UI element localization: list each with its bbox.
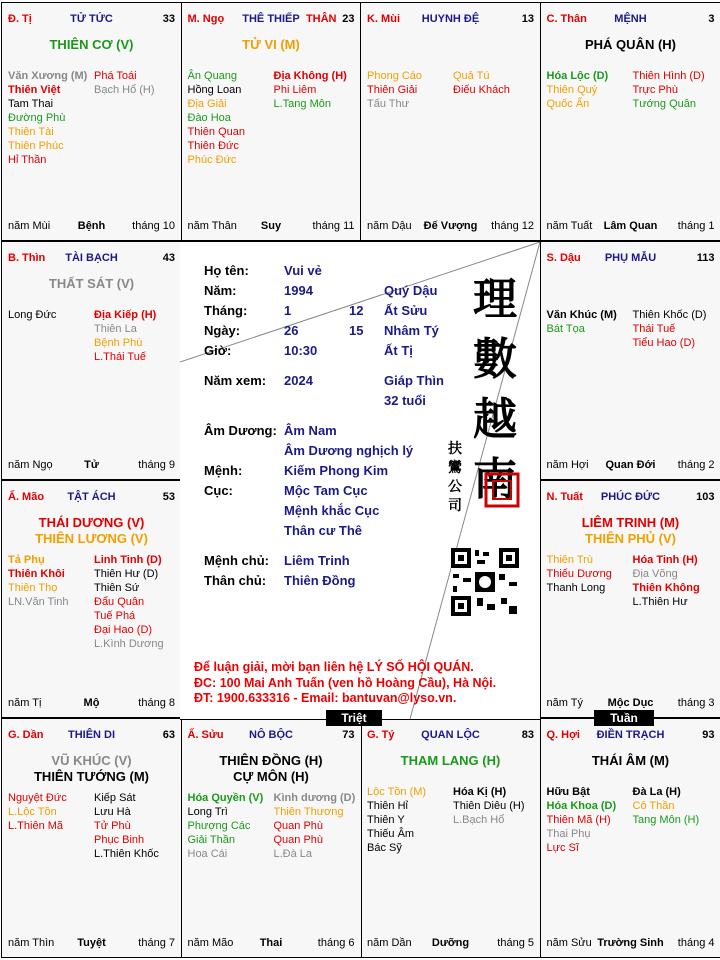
- stars-left: [367, 785, 426, 855]
- star: Tử Phù: [94, 820, 131, 832]
- palace-number: 13: [521, 13, 534, 25]
- main-star: THIÊN TƯỚNG (M): [33, 769, 150, 784]
- palace-number: 3: [708, 13, 715, 25]
- palace-year: năm Mão: [187, 937, 234, 949]
- palace-stage: Mộ: [83, 697, 100, 709]
- contact-line-3: ĐT: 1900.633316 - Email: bantuvan@lyso.vn.: [194, 691, 457, 705]
- palace-footer: [367, 220, 534, 234]
- star: Đẩu Quân: [94, 596, 145, 608]
- palace-number: 73: [342, 729, 355, 741]
- palace-stage: Thai: [259, 937, 283, 949]
- stars-right: [453, 785, 525, 827]
- main-stars: [541, 37, 720, 53]
- star: Giải Thần: [187, 834, 235, 846]
- star: Quả Tú: [453, 70, 490, 82]
- main-star: THIÊN PHỦ (V): [585, 531, 676, 546]
- palace-dau[interactable]: [540, 241, 720, 480]
- value-menhchu: Liêm Trinh: [284, 553, 350, 568]
- palace-name: PHÚC ĐỨC: [600, 491, 661, 503]
- star: Hóa Quyền (V): [187, 792, 264, 804]
- main-stars: [541, 753, 720, 769]
- palace-name: QUAN LỘC: [421, 729, 480, 741]
- palace-footer: [188, 220, 355, 234]
- palace-header: [188, 13, 355, 27]
- main-star: THÁI DƯƠNG (V): [38, 515, 145, 530]
- palace-branch: Ấ. Sửu: [187, 729, 224, 741]
- star: Thanh Long: [546, 582, 606, 594]
- star: Quan Phù: [273, 834, 324, 846]
- palace-footer: [8, 220, 175, 234]
- label-menh: Mệnh:: [204, 463, 243, 478]
- star: L.Lộc Tồn: [8, 806, 57, 818]
- star: Thiên La: [94, 323, 137, 335]
- palace-footer: [547, 220, 715, 234]
- palace-month: tháng 11: [312, 220, 355, 232]
- label-menhchu: Mệnh chủ:: [204, 553, 269, 568]
- star: Thiên Giải: [367, 84, 418, 96]
- star: Đường Phù: [8, 112, 66, 124]
- palace-stage: Trường Sinh: [597, 937, 664, 949]
- star: Hỉ Thần: [8, 154, 47, 166]
- palace-ngo[interactable]: [181, 2, 362, 241]
- palace-thin[interactable]: [1, 241, 182, 480]
- palace-month: tháng 7: [138, 937, 175, 949]
- main-stars: [2, 753, 181, 785]
- palace-year: năm Tý: [546, 697, 583, 709]
- palace-branch: M. Ngọ: [187, 13, 225, 25]
- palace-name: TẬT ÁCH: [67, 491, 116, 503]
- star: Thiên Quan: [187, 126, 245, 138]
- star: L.Thiên Hư: [632, 596, 688, 608]
- palace-month: tháng 12: [491, 220, 534, 232]
- star: Địa Kiếp (H): [94, 309, 157, 321]
- star: Tướng Quân: [632, 98, 696, 110]
- palace-footer: [188, 937, 355, 951]
- palace-name: ĐIỀN TRẠCH: [596, 729, 665, 741]
- palace-year: năm Hợi: [546, 459, 589, 471]
- palace-stage: Bệnh: [77, 220, 106, 232]
- star: Hóa Khoa (D): [546, 800, 617, 812]
- star: L.Thiên Mã: [8, 820, 64, 832]
- main-stars: [182, 37, 361, 53]
- star: Phục Binh: [94, 834, 145, 846]
- value-cuc3: Thân cư Thê: [284, 523, 363, 538]
- star: Hữu Bật: [546, 786, 590, 798]
- main-star: THẤT SÁT (V): [48, 276, 135, 291]
- palace-footer: [547, 937, 715, 951]
- stars-left: [188, 69, 245, 167]
- label-year: Năm:: [204, 283, 237, 298]
- stars-right: [94, 69, 155, 97]
- palace-year: năm Dậu: [367, 220, 412, 232]
- palace-branch: Q. Hợi: [546, 729, 580, 741]
- star: Ân Quang: [187, 70, 238, 82]
- palace-number: 23: [342, 13, 355, 25]
- palace-name: THIÊN DI: [67, 729, 116, 741]
- star: L.Thái Tuế: [94, 351, 146, 363]
- star: Kình dương (D): [273, 792, 356, 804]
- star: Địa Võng: [632, 568, 678, 580]
- palace-month: tháng 8: [138, 697, 175, 709]
- star: Thiên Thọ: [8, 582, 58, 594]
- palace-number: 103: [696, 491, 715, 503]
- palace-header: [188, 729, 355, 743]
- star: Tang Môn (H): [632, 814, 700, 826]
- palace-stage: Quan Đới: [605, 459, 656, 471]
- star: Hồng Loan: [187, 84, 242, 96]
- palace-branch: G. Dần: [8, 729, 44, 741]
- star: L.Kình Dương: [94, 638, 164, 650]
- palace-year: năm Tị: [8, 697, 42, 709]
- star: Thiếu Dương: [546, 568, 612, 580]
- star: Thiên Quý: [546, 84, 598, 96]
- star: Văn Xương (M): [8, 70, 88, 82]
- star: Thiên Hỉ: [367, 800, 408, 812]
- palace-footer: [547, 697, 715, 711]
- star: Văn Khúc (M): [546, 309, 617, 321]
- palace-mui[interactable]: [360, 2, 541, 241]
- star: Thiên Diêu (H): [453, 800, 525, 812]
- stars-left: [8, 308, 56, 322]
- main-stars: [541, 515, 720, 547]
- main-star: THÁI ÂM (M): [591, 753, 670, 768]
- value-year-can: Quý Dậu: [384, 283, 438, 298]
- star: Quốc Ấn: [546, 98, 590, 110]
- value-day-lunar: 15: [349, 323, 364, 338]
- palace-header: [8, 491, 175, 505]
- palace-month: tháng 5: [497, 937, 534, 949]
- stars-right: [633, 308, 707, 350]
- palace-branch: K. Mùi: [367, 13, 400, 25]
- label-name: Họ tên:: [204, 263, 249, 278]
- palace-header: [8, 252, 175, 266]
- stars-left: [8, 791, 67, 833]
- main-star: THIÊN LƯƠNG (V): [35, 531, 148, 546]
- main-stars: [2, 276, 181, 292]
- value-amduong: Âm Nam: [284, 423, 337, 438]
- star: L.Bạch Hổ: [453, 814, 505, 826]
- star: Thiếu Âm: [367, 828, 415, 840]
- palace-year: năm Thân: [187, 220, 237, 232]
- stars-right: [94, 308, 156, 364]
- palace-stage: Lâm Quan: [603, 220, 658, 232]
- palace-footer: [367, 937, 534, 951]
- star: Long Trì: [187, 806, 228, 818]
- value-hour-can: Ất Tị: [384, 343, 413, 358]
- palace-hoi[interactable]: [540, 718, 720, 958]
- stars-right: [274, 791, 356, 861]
- palace-number: 43: [162, 252, 175, 264]
- star: Quan Phù: [273, 820, 324, 832]
- palace-number: 113: [696, 252, 715, 264]
- palace-number: 63: [162, 729, 175, 741]
- main-star: THAM LANG (H): [400, 753, 501, 768]
- qr-code: [451, 548, 519, 616]
- palace-year: năm Dần: [367, 937, 412, 949]
- value-month: 1: [284, 303, 292, 318]
- star: Thiên Y: [367, 814, 405, 826]
- palace-name: THÊ THIẾP: [242, 13, 300, 25]
- palace-year: năm Thìn: [8, 937, 55, 949]
- star: Hóa Kị (H): [453, 786, 507, 798]
- palace-year: năm Tuất: [546, 220, 593, 232]
- star: Phá Toái: [94, 70, 137, 82]
- palace-number: 33: [162, 13, 175, 25]
- palace-header: [367, 13, 534, 27]
- palace-footer: [8, 697, 175, 711]
- main-stars: [182, 753, 361, 785]
- star: Trực Phù: [632, 84, 678, 96]
- main-star: VŨ KHÚC (V): [51, 753, 132, 768]
- palace-month: tháng 1: [677, 220, 715, 232]
- star: Tả Phụ: [8, 554, 45, 566]
- star: Thiên Hư (D): [94, 568, 159, 580]
- palace-stage: Suy: [260, 220, 282, 232]
- palace-name: MỆNH: [614, 13, 647, 25]
- star: Thiên Phúc: [8, 140, 64, 152]
- value-month-lunar: 12: [349, 303, 364, 318]
- palace-footer: [8, 459, 175, 473]
- palace-header: [547, 729, 715, 743]
- calligraphy-subtitle: 扶鸞公司: [448, 441, 462, 514]
- palace-month: tháng 2: [677, 459, 715, 471]
- tuan-tag: Tuần: [594, 710, 654, 726]
- star: Bệnh Phù: [94, 337, 143, 349]
- star: Thiên Tài: [8, 126, 54, 138]
- stars-left: [547, 308, 617, 336]
- label-day: Ngày:: [204, 323, 241, 338]
- star: Phượng Các: [187, 820, 251, 832]
- star: Hóa Tinh (H): [632, 554, 698, 566]
- star: Linh Tinh (D): [94, 554, 162, 566]
- palace-month: tháng 4: [677, 937, 715, 949]
- star: Thiên Trù: [546, 554, 593, 566]
- star: Địa Không (H): [273, 70, 347, 82]
- star: Lộc Tồn (M): [367, 786, 427, 798]
- stars-right: [453, 69, 510, 97]
- value-month-can: Ất Sửu: [384, 303, 428, 318]
- palace-year: năm Ngọ: [8, 459, 53, 471]
- star: Hoa Cái: [187, 848, 228, 860]
- palace-name: PHỤ MẪU: [604, 252, 657, 264]
- contact-line-2: ĐC: 100 Mai Anh Tuấn (ven hồ Hoàng Cầu), Hà Nội.: [194, 676, 497, 690]
- value-cuc: Mộc Tam Cục: [284, 483, 368, 498]
- stars-right: [633, 785, 700, 827]
- star: Thái Tuế: [632, 323, 676, 335]
- value-year: 1994: [284, 283, 313, 298]
- main-star: CỰ MÔN (H): [233, 769, 309, 784]
- palace-branch: S. Dậu: [546, 252, 581, 264]
- stars-left: [188, 791, 264, 861]
- palace-footer: [8, 937, 175, 951]
- main-star: PHÁ QUÂN (H): [585, 37, 676, 52]
- star: Lực Sĩ: [546, 842, 579, 854]
- star: Đại Hao (D): [94, 624, 153, 636]
- palace-name: NÔ BỘC: [249, 729, 293, 741]
- star: Điếu Khách: [453, 84, 510, 96]
- star: Đà La (H): [632, 786, 681, 798]
- palace-stage: Đế Vượng: [423, 220, 478, 232]
- palace-branch: B. Thìn: [8, 252, 46, 264]
- star: Thiên Việt: [8, 84, 61, 96]
- star: L.Tang Môn: [273, 98, 331, 110]
- palace-header: [547, 491, 715, 505]
- palace-year: năm Mùi: [8, 220, 51, 232]
- value-view-year: 2024: [284, 373, 313, 388]
- main-star: THIÊN CƠ (V): [49, 37, 134, 52]
- seal-stamp: [484, 472, 520, 508]
- label-cuc: Cục:: [204, 483, 233, 498]
- value-day-can: Nhâm Tý: [384, 323, 439, 338]
- stars-right: [94, 553, 164, 651]
- triet-tag: Triệt: [326, 710, 382, 726]
- palace-branch: Ấ. Mão: [8, 491, 45, 503]
- palace-branch: C. Thân: [546, 13, 587, 25]
- stars-left: [547, 785, 617, 855]
- star: Long Đức: [8, 309, 57, 321]
- value-day: 26: [284, 323, 299, 338]
- main-star: THIÊN ĐỒNG (H): [219, 753, 323, 768]
- star: Kiếp Sát: [94, 792, 136, 804]
- label-hour: Giờ:: [204, 343, 232, 358]
- stars-left: [547, 69, 609, 111]
- palace-tuat[interactable]: [540, 480, 720, 718]
- palace-name: HUYNH ĐỆ: [421, 13, 480, 25]
- main-star: TỬ VI (M): [242, 37, 300, 52]
- star: Bát Tọa: [546, 323, 585, 335]
- stars-left: [8, 553, 69, 609]
- star: Thai Phụ: [546, 828, 591, 840]
- main-star: LIÊM TRINH (M): [581, 515, 680, 530]
- label-view-year: Năm xem:: [204, 373, 267, 388]
- star: Tiểu Hao (D): [632, 337, 696, 349]
- star: Thiên Khôi: [8, 568, 65, 580]
- palace-month: tháng 6: [317, 937, 355, 949]
- value-cuc2: Mệnh khắc Cục: [284, 503, 380, 518]
- palace-name: TỬ TỨC: [70, 13, 113, 25]
- stars-right: [274, 69, 347, 111]
- palace-suu[interactable]: [181, 718, 362, 958]
- star: Tam Thai: [8, 98, 54, 110]
- palace-year: năm Sửu: [546, 937, 592, 949]
- star: Phúc Đức: [187, 154, 237, 166]
- value-menh: Kiếm Phong Kim: [284, 463, 389, 478]
- palace-month: tháng 3: [677, 697, 715, 709]
- star: Đào Hoa: [187, 112, 231, 124]
- palace-stage: Mộc Dục: [607, 697, 654, 709]
- star: Bác Sỹ: [367, 842, 402, 854]
- palace-footer: [547, 459, 715, 473]
- value-age: 32 tuổi: [384, 393, 426, 408]
- star: Thiên Hình (D): [632, 70, 705, 82]
- palace-number: 83: [521, 729, 534, 741]
- palace-month: tháng 9: [138, 459, 175, 471]
- calligraphy-logo: 理數越南: [473, 274, 517, 505]
- star: Thiên Không: [632, 582, 700, 594]
- star: LN.Văn Tinh: [8, 596, 69, 608]
- star: Thiên Mã (H): [546, 814, 611, 826]
- label-thanchu: Thân chủ:: [204, 573, 267, 588]
- palace-stage: Dưỡng: [431, 937, 470, 949]
- palace-stage: Tử: [84, 459, 99, 471]
- stars-left: [367, 69, 422, 111]
- star: L.Đà La: [273, 848, 313, 860]
- palace-branch: Đ. Tị: [8, 13, 32, 25]
- label-amduong: Âm Dương:: [204, 423, 277, 438]
- star: Bạch Hổ (H): [94, 84, 155, 96]
- palace-name: TÀI BẠCH: [65, 252, 118, 264]
- star: Nguyệt Đức: [8, 792, 67, 804]
- main-stars: [2, 37, 181, 53]
- palace-branch: N. Tuất: [546, 491, 583, 503]
- star: Hóa Lộc (D): [546, 70, 609, 82]
- palace-month: tháng 10: [132, 220, 175, 232]
- palace-header: [547, 13, 715, 27]
- star: Địa Giải: [187, 98, 227, 110]
- palace-ty_r[interactable]: [360, 718, 541, 958]
- palace-dan[interactable]: [1, 718, 182, 958]
- palace-header: [8, 729, 175, 743]
- palace-number: 53: [162, 491, 175, 503]
- palace-ti[interactable]: [1, 2, 182, 241]
- star: Thiên Thương: [273, 806, 344, 818]
- stars-left: [8, 69, 87, 167]
- star: Thiên Sứ: [94, 582, 140, 594]
- star: Tuế Phá: [94, 610, 136, 622]
- palace-branch: G. Tý: [367, 729, 395, 741]
- star: Thiên Đức: [187, 140, 239, 152]
- star: Phi Liêm: [273, 84, 317, 96]
- palace-mao[interactable]: [1, 480, 182, 718]
- main-stars: [361, 753, 540, 769]
- star: Phong Cáo: [367, 70, 423, 82]
- stars-right: [633, 553, 700, 609]
- palace-number: 93: [702, 729, 715, 741]
- value-amduong2: Âm Dương nghịch lý: [284, 443, 414, 458]
- star: Thiên Khốc (D): [632, 309, 707, 321]
- palace-extra: THÂN: [305, 13, 337, 25]
- palace-stage: Tuyệt: [77, 937, 106, 949]
- value-thanchu: Thiên Đồng: [284, 573, 356, 588]
- main-stars: [2, 515, 181, 547]
- star: Cô Thần: [632, 800, 675, 812]
- palace-header: [367, 729, 534, 743]
- star: L.Thiên Khốc: [94, 848, 159, 860]
- stars-right: [633, 69, 705, 111]
- star: Tấu Thư: [367, 98, 410, 110]
- contact-line-1: Để luận giải, mời bạn liên hệ LÝ SỐ HỘI QUÁN.: [194, 660, 474, 674]
- palace-header: [8, 13, 175, 27]
- label-month: Tháng:: [204, 303, 248, 318]
- value-view-can: Giáp Thìn: [384, 373, 444, 388]
- stars-right: [94, 791, 159, 861]
- stars-left: [547, 553, 612, 595]
- palace-header: [547, 252, 715, 266]
- palace-than[interactable]: [540, 2, 720, 241]
- value-hour: 10:30: [284, 343, 318, 358]
- value-name: Vui vẻ: [284, 263, 322, 278]
- star: Lưu Hà: [94, 806, 131, 818]
